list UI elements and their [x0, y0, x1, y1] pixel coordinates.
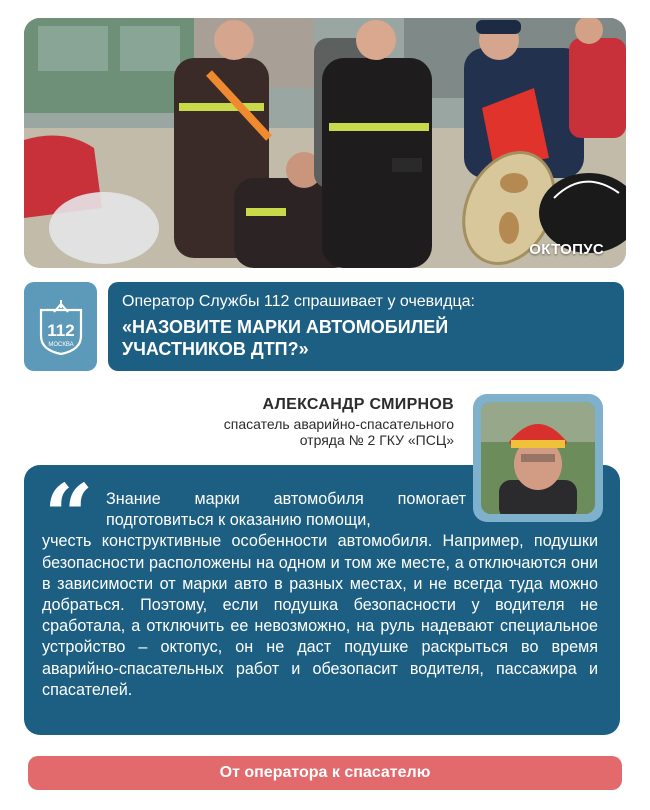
author-portrait: [473, 394, 603, 522]
question-line-2: УЧАСТНИКОВ ДТП?»: [122, 339, 309, 359]
author-name: АЛЕКСАНДР СМИРНОВ: [262, 396, 454, 413]
kremlin-112-icon: [36, 298, 86, 356]
quote-text-start: Знание марки автомобиля помогает подготовиться к оказанию помощи,: [106, 490, 466, 530]
octopus-label: ОКТОПУС: [529, 241, 604, 258]
service-112-logo: [24, 282, 97, 371]
portrait-photo: [481, 402, 595, 514]
question-line-1: «НАЗОВИТЕ МАРКИ АВТОМОБИЛЕЙ: [122, 317, 449, 337]
question-intro: Оператор Службы 112 спрашивает у очевидца:: [122, 293, 475, 310]
quote-mark-icon: “: [44, 466, 94, 567]
rescue-photo: [24, 18, 626, 268]
svg-text:МОСКВА: МОСКВА: [47, 341, 74, 348]
series-title-button[interactable]: От оператора к спасателю: [28, 756, 622, 790]
photo-scene: [24, 18, 626, 268]
svg-text:112: 112: [46, 320, 75, 340]
author-title-line-1: спасатель аварийно-спасательного: [223, 416, 454, 432]
author-title: [134, 416, 454, 448]
quote-text-rest: учесть конструктивные особенности автомобиля. Например, подушки безопасности расположены на одном и том же месте, а отключаются они в зависимости от марки авто в разных местах, и не всегда туда можно добраться. Поэтому, если подушка безопасности у водителя не сработала, а отключить ее невозможно, на руль надевают специальное устройство – октопус, он не даст подушке раскрыться во время аварийно-спасательных работ и обезопасит водителя, пассажира и спасателей.: [42, 532, 598, 699]
author-title-line-2: отряда № 2 ГКУ «ПСЦ»: [299, 432, 454, 448]
operator-question: [108, 282, 624, 371]
